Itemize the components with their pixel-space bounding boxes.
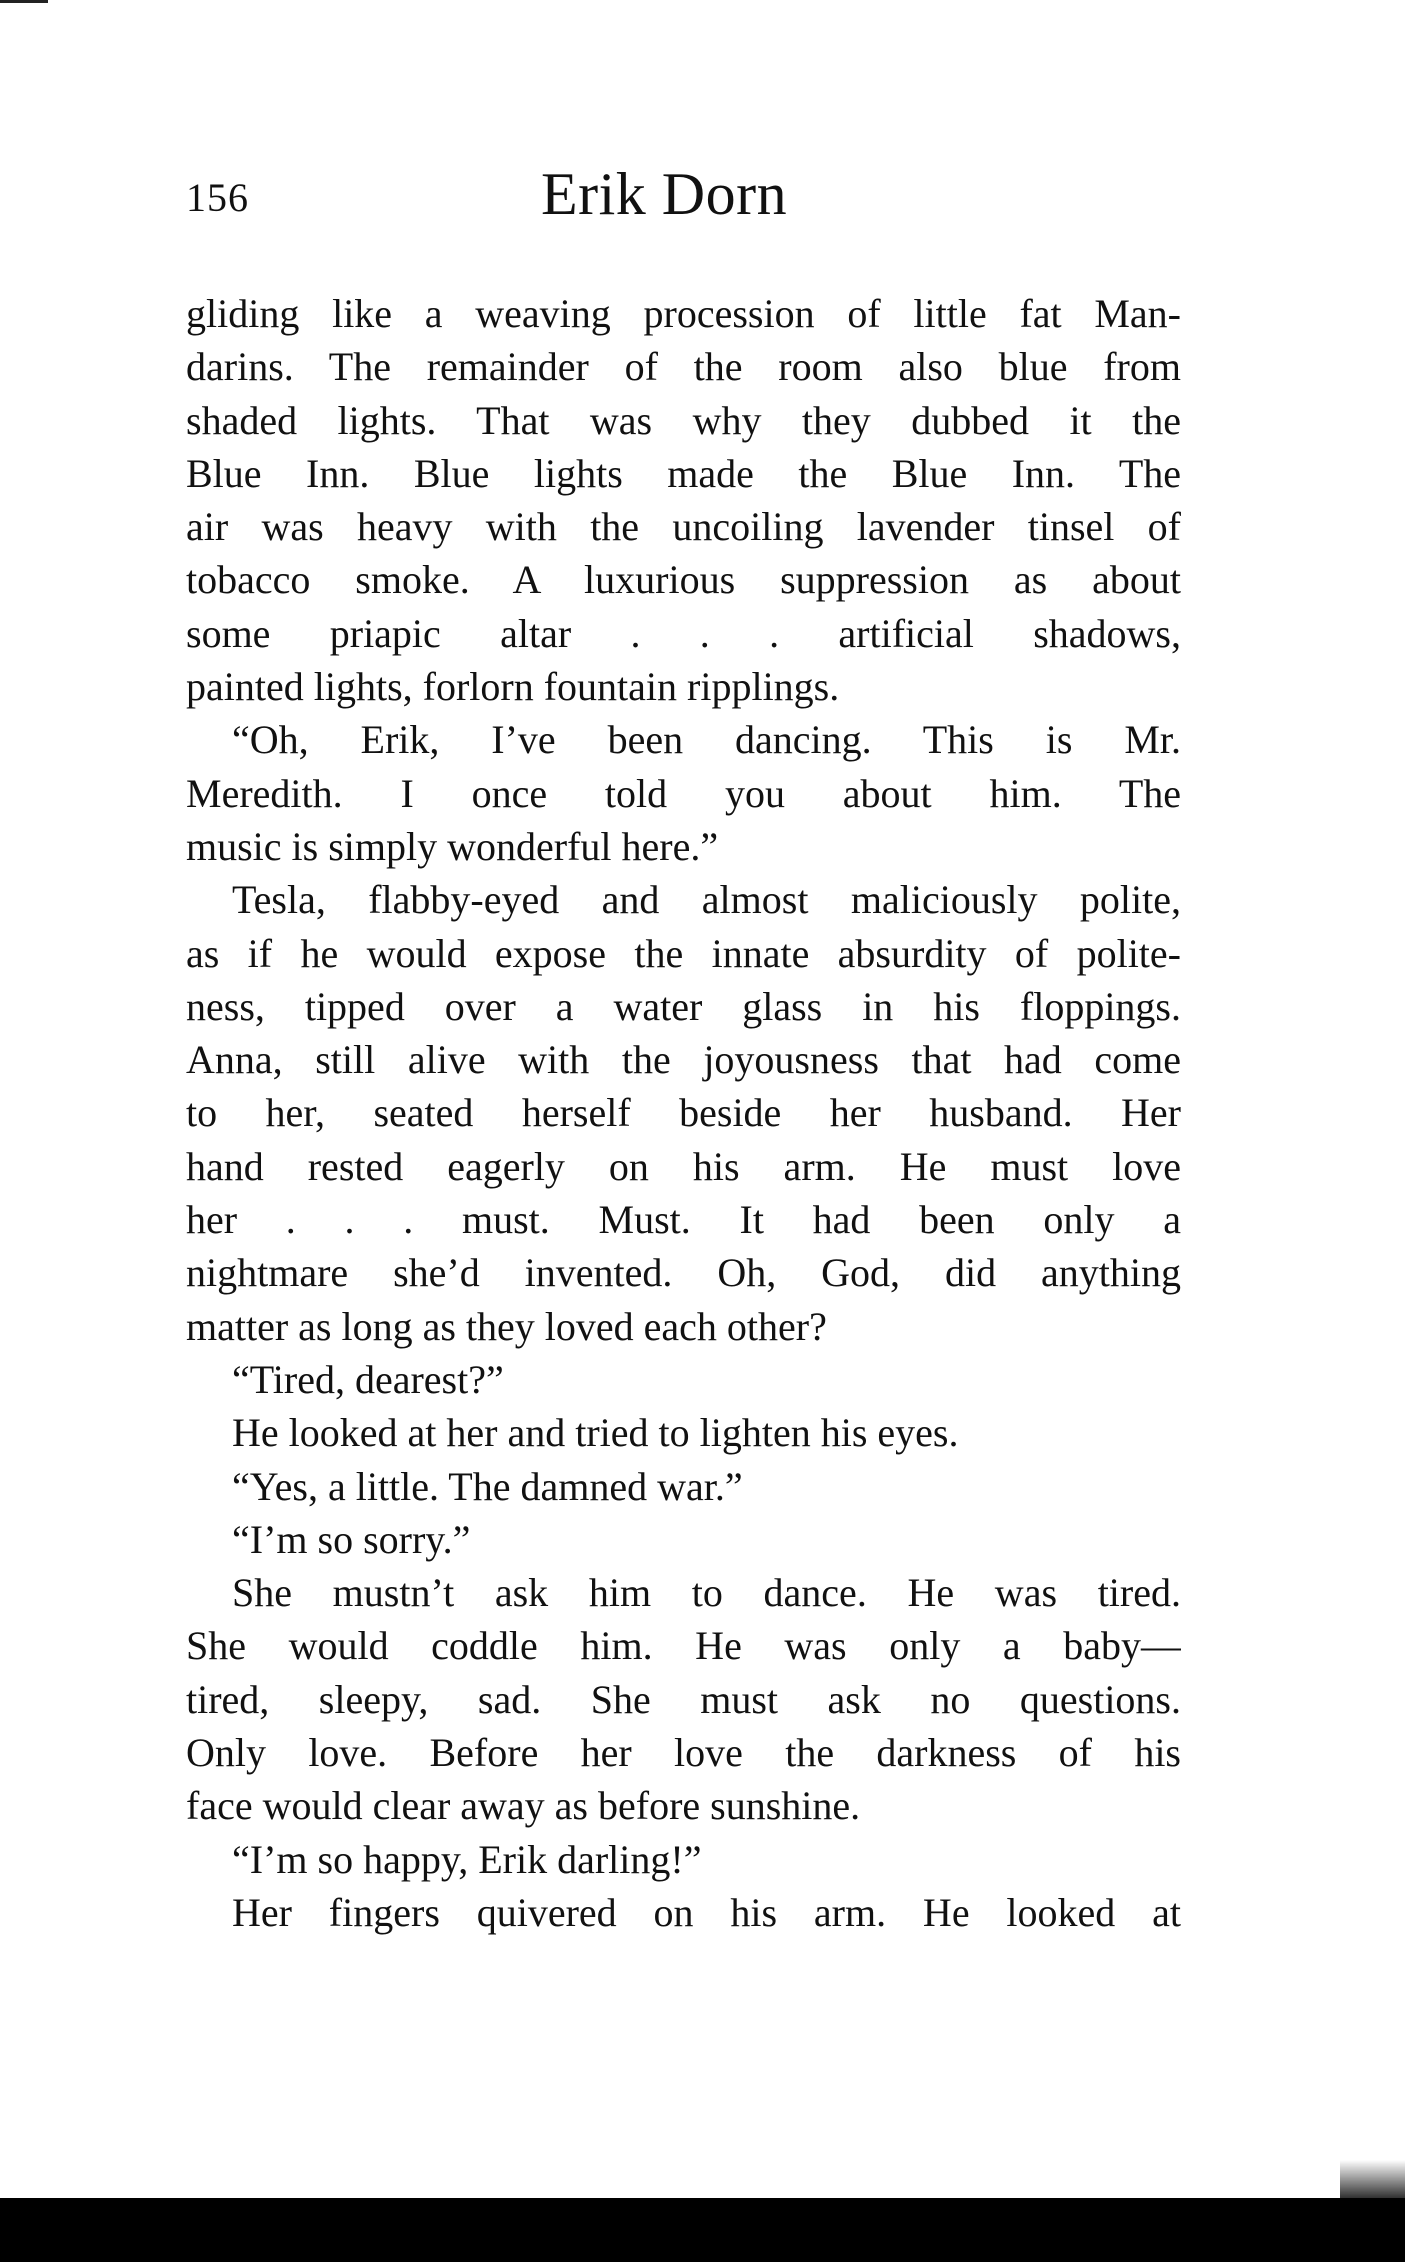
text-line: her . . . must. Must. It had been only a: [186, 1197, 1181, 1243]
page-header: [186, 160, 1186, 230]
text-line: “Tired, dearest?”: [232, 1356, 504, 1402]
text-line: air was heavy with the uncoiling lavender tinsel of: [186, 504, 1181, 550]
text-line: Her fingers quivered on his arm. He looked at: [232, 1889, 1181, 1935]
text-line: matter as long as they loved each other?: [186, 1303, 827, 1349]
body-text: [186, 287, 1181, 1939]
text-line: painted lights, forlorn fountain ripplings.: [186, 664, 840, 710]
text-line: darins. The remainder of the room also blue from: [186, 344, 1181, 390]
text-line: Anna, still alive with the joyousness that had come: [186, 1037, 1181, 1083]
page-number: 156: [186, 175, 249, 220]
text-line: He looked at her and tried to lighten his eyes.: [232, 1410, 959, 1456]
text-line: as if he would expose the innate absurdity of polite-: [186, 930, 1181, 976]
text-line: She mustn’t ask him to dance. He was tired.: [232, 1570, 1181, 1616]
text-line: Only love. Before her love the darkness of his: [186, 1730, 1181, 1776]
scan-bottom-bar: [0, 2198, 1405, 2262]
text-line: some priapic altar . . . artificial shadows,: [186, 610, 1181, 656]
text-line: tobacco smoke. A luxurious suppression as about: [186, 557, 1181, 603]
text-line: “Oh, Erik, I’ve been dancing. This is Mr.: [232, 717, 1181, 763]
text-line: music is simply wonderful here.”: [186, 823, 719, 869]
text-line: to her, seated herself beside her husband. Her: [186, 1090, 1181, 1136]
text-line: She would coddle him. He was only a baby—: [186, 1623, 1181, 1669]
running-title: Erik Dorn: [541, 161, 788, 227]
text-line: Meredith. I once told you about him. The: [186, 770, 1181, 816]
text-line: “I’m so sorry.”: [232, 1516, 471, 1562]
text-line: nightmare she’d invented. Oh, God, did anything: [186, 1250, 1181, 1296]
text-line: shaded lights. That was why they dubbed it the: [186, 397, 1181, 443]
text-line: face would clear away as before sunshine.: [186, 1783, 861, 1829]
text-line: gliding like a weaving procession of little fat Man-: [186, 291, 1181, 336]
text-line: Blue Inn. Blue lights made the Blue Inn. The: [186, 450, 1181, 496]
scan-shadow: [1340, 2160, 1405, 2200]
text-line: hand rested eagerly on his arm. He must love: [186, 1143, 1181, 1189]
text-line: “I’m so happy, Erik darling!”: [232, 1836, 702, 1882]
scan-corner-mark: [0, 0, 48, 3]
text-line: tired, sleepy, sad. She must ask no questions.: [186, 1676, 1181, 1722]
text-line: ness, tipped over a water glass in his floppings.: [186, 983, 1181, 1029]
text-line: “Yes, a little. The damned war.”: [232, 1463, 743, 1509]
text-line: Tesla, flabby-eyed and almost maliciously polite,: [232, 877, 1181, 923]
